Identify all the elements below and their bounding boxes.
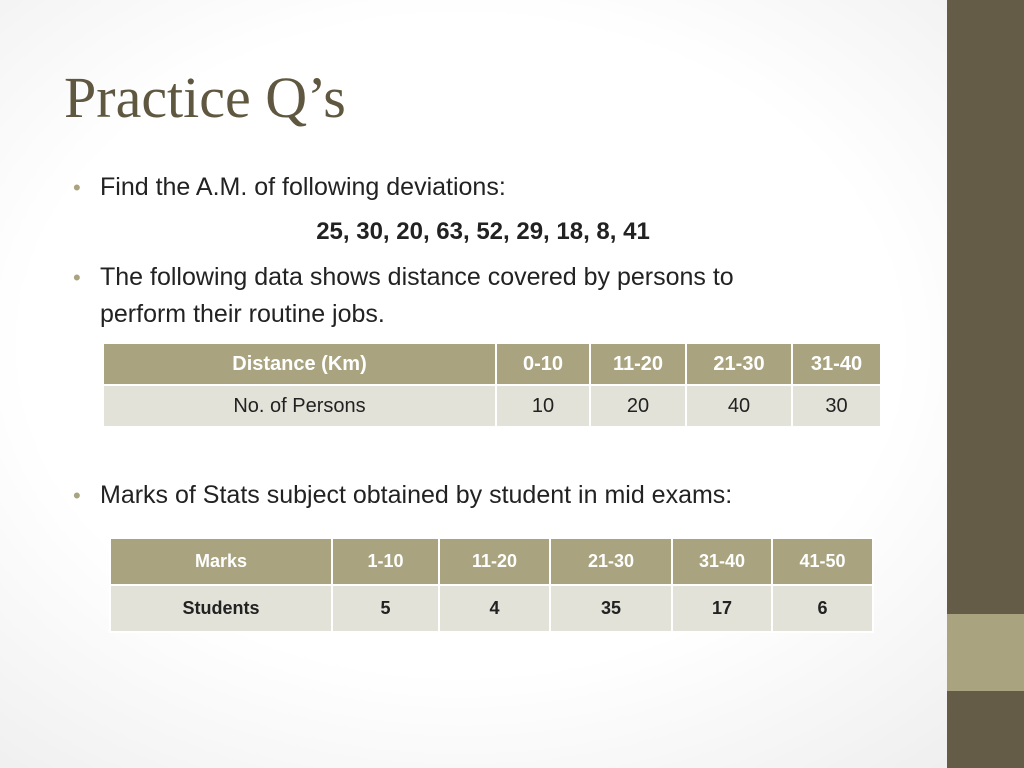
table-cell: 17	[672, 585, 772, 632]
header-cell: 11-20	[439, 538, 550, 585]
header-cell: 0-10	[496, 343, 590, 385]
header-cell: 21-30	[686, 343, 792, 385]
bullet-text: Find the A.M. of following deviations:	[100, 173, 506, 201]
header-cell: 11-20	[590, 343, 686, 385]
bullet-item-marks	[73, 477, 733, 514]
table-cell: Students	[110, 585, 332, 632]
header-cell: Distance (Km)	[103, 343, 496, 385]
header-cell: 31-40	[792, 343, 881, 385]
table-cell: 35	[550, 585, 672, 632]
bullet-dot-icon: •	[73, 483, 81, 508]
marks-table	[109, 537, 874, 633]
bullet-dot-icon: •	[73, 175, 81, 200]
header-cell: Marks	[110, 538, 332, 585]
bullet-text-line-2: perform their routine jobs.	[100, 300, 385, 328]
table-cell: No. of Persons	[103, 385, 496, 427]
slide-title: Practice Q’s	[64, 65, 346, 130]
bullet-item-deviations	[73, 169, 506, 206]
header-cell: 41-50	[772, 538, 873, 585]
bullet-text-line-1: The following data shows distance covered by persons to	[100, 263, 734, 291]
table-cell: 6	[772, 585, 873, 632]
table-header-row	[110, 538, 873, 585]
distance-table	[102, 342, 882, 428]
table-cell: 10	[496, 385, 590, 427]
table-cell: 5	[332, 585, 439, 632]
bullet-dot-icon: •	[73, 265, 81, 290]
header-cell: 1-10	[332, 538, 439, 585]
header-cell: 31-40	[672, 538, 772, 585]
table-cell: 30	[792, 385, 881, 427]
header-cell: 21-30	[550, 538, 672, 585]
bullet-item-distance	[73, 259, 734, 333]
table-cell: 4	[439, 585, 550, 632]
table-cell: 40	[686, 385, 792, 427]
table-header-row	[103, 343, 881, 385]
table-row	[103, 385, 881, 427]
side-accent-block	[947, 614, 1024, 691]
deviation-values: 25, 30, 20, 63, 52, 29, 18, 8, 41	[316, 218, 650, 245]
table-cell: 20	[590, 385, 686, 427]
table-row	[110, 585, 873, 632]
bullet-text: Marks of Stats subject obtained by student in mid exams:	[100, 481, 733, 509]
